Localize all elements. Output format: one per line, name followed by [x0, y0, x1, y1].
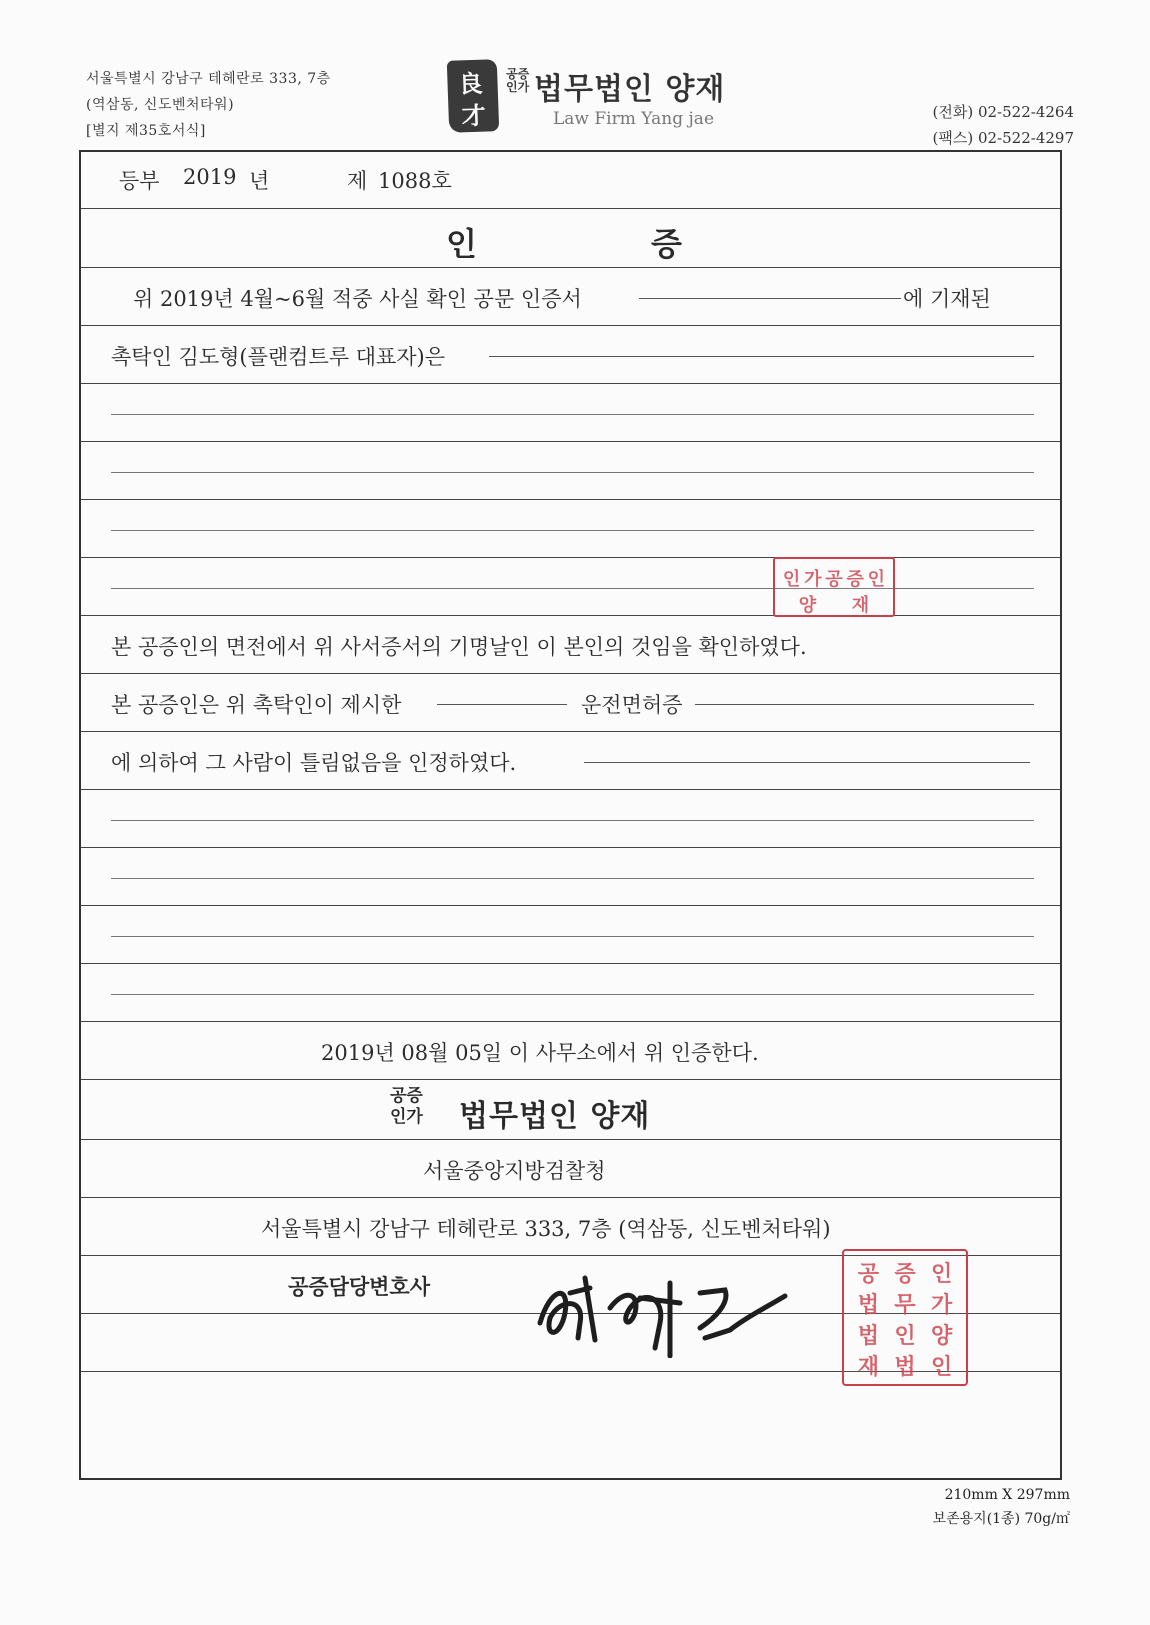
attorney-label: 공증담당변호사 [288, 1275, 431, 1299]
seal-glyph: 공 [825, 569, 843, 590]
document-description: 위 2019년 4월~6월 적중 사실 확인 공문 인증서 [133, 287, 582, 311]
blank-row [81, 1372, 1060, 1478]
header-address [86, 66, 331, 144]
number-prefix: 제 [347, 169, 368, 193]
register-year: 2019 [183, 165, 237, 189]
id-presented-text: 본 공증인은 위 촉탁인이 제시한 [111, 693, 402, 717]
firm-small-line-1: 공증 [390, 1086, 423, 1106]
title-row [81, 209, 1060, 268]
title-char-2: 증 [651, 225, 682, 263]
seal-glyph: 가 [804, 569, 822, 590]
content-row-1 [81, 268, 1060, 326]
content-row-2 [81, 326, 1060, 384]
firm-address-row [81, 1198, 1060, 1256]
header-contact [933, 99, 1074, 151]
stated-in-text: 에 기재된 [903, 287, 991, 311]
blank-row [81, 790, 1060, 848]
register-label: 등부 [119, 169, 160, 193]
blank-row [81, 442, 1060, 500]
fill-line [111, 530, 1034, 531]
fill-line [639, 298, 901, 299]
firm-name: 법무법인 양재 [459, 1099, 651, 1134]
seal-glyph: 증 [846, 569, 864, 590]
seal-glyph: 법 [857, 1324, 879, 1349]
address-line-1: 서울특별시 강남구 테헤란로 333, 7층 [86, 71, 331, 87]
firm-address: 서울특별시 강남구 테헤란로 333, 7층 (역삼동, 신도벤처타워) [261, 1217, 831, 1241]
logo-glyph-1: 良 [458, 69, 484, 99]
fill-line [111, 820, 1034, 821]
year-unit: 년 [249, 169, 270, 193]
large-notary-seal [842, 1249, 968, 1386]
fill-line [111, 936, 1034, 937]
confirmation-statement: 본 공증인의 면전에서 위 사서증서의 기명날인 이 본인의 것임을 확인하였다. [111, 635, 807, 659]
firm-row [81, 1080, 1060, 1140]
seal-glyph: 인 [894, 1324, 916, 1349]
firm-small-line-2: 인가 [390, 1107, 423, 1127]
id-type: 운전면허증 [581, 693, 683, 717]
attorney-signature [530, 1268, 790, 1358]
blank-row [81, 500, 1060, 558]
seal-glyph: 인 [782, 569, 801, 590]
fill-line [695, 704, 1034, 705]
seal-glyph: 법 [857, 1293, 879, 1318]
paper-spec [933, 1483, 1070, 1531]
identity-recognized-text: 에 의하여 그 사람이 틀림없음을 인정하였다. [111, 751, 517, 775]
seal-glyph: 양 [931, 1324, 953, 1349]
logo-glyph-2: 才 [461, 101, 487, 131]
blank-row [81, 848, 1060, 906]
logo-mark-icon [447, 59, 499, 133]
fax-number: (팩스) 02-522-4297 [932, 129, 1074, 147]
fill-line [111, 588, 1034, 589]
paper-type: 보존용지(1종) 70g/㎡ [932, 1511, 1070, 1527]
logo-small-line-1: 공증 [506, 67, 530, 81]
blank-row [81, 906, 1060, 964]
paper-size: 210mm X 297mm [944, 1487, 1070, 1503]
seal-glyph: 양 [798, 595, 817, 616]
logo-small-text [506, 68, 529, 94]
logo-small-line-2: 인가 [506, 80, 530, 94]
address-line-2: (역삼동, 신도벤처타워) [86, 97, 235, 113]
phone-number: (전화) 02-522-4264 [932, 103, 1074, 121]
seal-glyph: 법 [894, 1355, 916, 1380]
fill-line [111, 878, 1034, 879]
seal-glyphs [850, 1257, 960, 1378]
seal-glyph: 인 [931, 1262, 953, 1287]
seal-glyph: 무 [894, 1293, 916, 1318]
content-row-4 [81, 674, 1060, 732]
form-number: [별지 제35호서식] [86, 123, 206, 139]
blank-row [81, 964, 1060, 1022]
seal-glyph: 인 [931, 1355, 953, 1380]
fill-line [111, 472, 1034, 473]
seal-glyph: 재 [851, 595, 870, 616]
fill-line [111, 994, 1034, 995]
firm-small-text [390, 1086, 423, 1128]
title-char-1: 인 [446, 225, 477, 263]
seal-glyph: 공 [857, 1262, 879, 1287]
seal-glyphs [781, 565, 887, 616]
blank-row [81, 384, 1060, 442]
seal-glyph: 인 [867, 569, 886, 590]
register-number: 1088호 [378, 169, 452, 193]
content-row-5 [81, 732, 1060, 790]
content-row-3 [81, 616, 1060, 674]
blank-row [81, 558, 1060, 616]
register-row [81, 152, 1060, 209]
seal-glyph: 재 [857, 1355, 879, 1380]
fill-line [584, 762, 1030, 763]
certification-date: 2019년 08월 05일 이 사무소에서 위 인증한다. [321, 1041, 759, 1065]
fill-line [437, 704, 567, 705]
date-row [81, 1022, 1060, 1080]
seal-glyph: 증 [894, 1262, 916, 1287]
fill-line [489, 356, 1034, 357]
logo-firm-name: 법무법인 양재 [534, 72, 726, 107]
firm-logo [448, 58, 748, 136]
seal-glyph: 가 [931, 1293, 953, 1318]
logo-english-name: Law Firm Yang jae [553, 109, 715, 129]
small-notary-seal [773, 557, 895, 617]
prosecutor-office: 서울중앙지방검찰청 [423, 1159, 606, 1183]
client-name: 촉탁인 김도형(플랜컴트루 대표자)은 [111, 345, 446, 369]
fill-line [111, 414, 1034, 415]
office-row [81, 1140, 1060, 1198]
